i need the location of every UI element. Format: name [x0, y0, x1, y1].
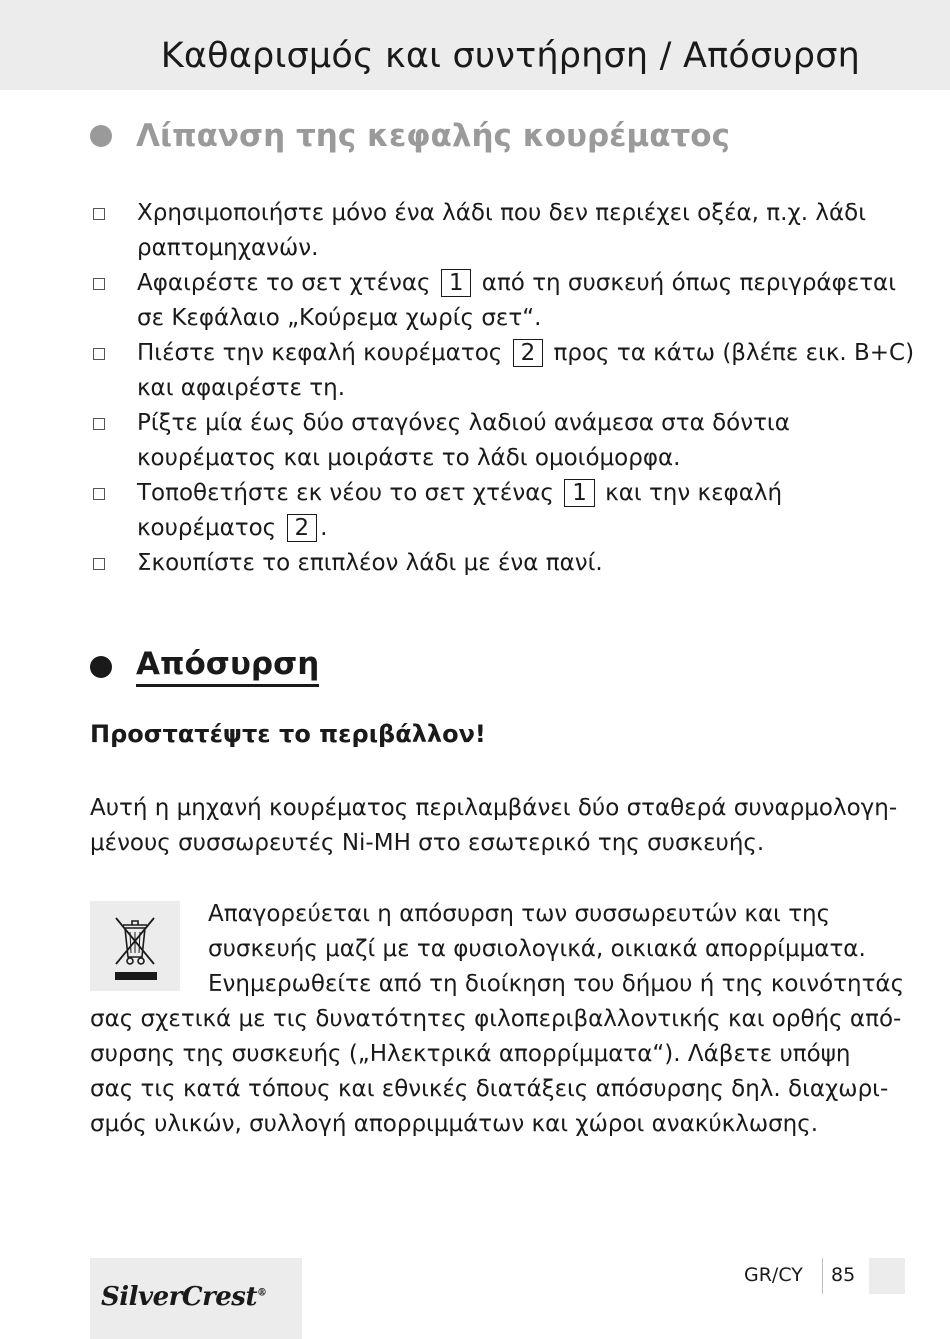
step-item — [90, 336, 915, 406]
step-item — [90, 196, 870, 266]
step-line: κουρέματος και μοιράστε το λάδι ομοιόμορφα. — [137, 445, 681, 471]
disposal-paragraph-top — [208, 897, 905, 1002]
page-header-title: Καθαρισμός και συντήρηση / Απόσυρση — [160, 36, 860, 76]
footer-divider — [822, 1258, 823, 1294]
section-heading-lubrication — [90, 118, 730, 154]
crossed-out-wheelie-bin-icon — [90, 901, 180, 991]
step-line — [137, 266, 896, 301]
part-reference: 2 — [287, 514, 318, 542]
checkbox-icon — [93, 558, 105, 570]
part-reference: 1 — [441, 269, 472, 297]
checkbox-icon — [93, 418, 105, 430]
step-line: ραπτομηχανών. — [137, 235, 319, 261]
checkbox-icon — [93, 348, 105, 360]
brand-name: SilverCrest — [101, 1282, 257, 1312]
step-text-a: κουρέματος — [137, 515, 277, 541]
step-line — [137, 336, 914, 371]
footer-tab-marker — [869, 1258, 905, 1294]
disposal-paragraph-bottom — [90, 1002, 902, 1142]
paragraph-line: συσκευής μαζί με τα φυσιολογικά, οικιακά απορρίμματα. — [208, 936, 866, 962]
footer-language: GR/CY — [744, 1264, 803, 1286]
page-number: 85 — [831, 1264, 856, 1286]
step-line: Σκουπίστε το επιπλέον λάδι με ένα πανί. — [137, 550, 603, 576]
paragraph-line: Απαγορεύεται η απόσυρση των συσσωρευτών και της — [208, 901, 831, 927]
paragraph-line: συρσης της συσκευής („Ηλεκτρικά απορρίμματα“). Λάβετε υπόψη — [90, 1041, 851, 1067]
brand-logo — [101, 1282, 266, 1312]
step-text-a: Τοποθετήστε εκ νέου το σετ χτένας — [137, 480, 554, 506]
paragraph-line: Αυτή η μηχανή κουρέματος περιλαμβάνει δύο σταθερά συναρμολογη- — [90, 795, 898, 821]
battery-paragraph — [90, 791, 898, 861]
step-item — [90, 546, 870, 581]
paragraph-line: σας τις κατά τόπους και εθνικές διατάξεις απόσυρσης δηλ. διαχωρι- — [90, 1076, 889, 1102]
lubrication-steps — [90, 196, 915, 581]
lubrication-heading: Λίπανση της κεφαλής κουρέματος — [136, 118, 730, 154]
step-text-a: Αφαιρέστε το σετ χτένας — [137, 270, 431, 296]
disposal-heading: Απόσυρση — [136, 646, 319, 687]
step-item — [90, 266, 896, 336]
step-text-b: προς τα κάτω (βλέπε εικ. B+C) — [553, 340, 915, 366]
step-text-a: Πιέστε την κεφαλή κουρέματος — [137, 340, 503, 366]
step-item — [90, 406, 870, 476]
step-line: Χρησιμοποιήστε μόνο ένα λάδι που δεν περιέχει οξέα, π.χ. λάδι — [137, 200, 866, 226]
step-text-b: από τη συσκευή όπως περιγράφεται — [481, 270, 896, 296]
weee-symbol-icon — [90, 901, 180, 991]
section-bullet-icon — [90, 125, 112, 147]
step-line — [137, 476, 870, 511]
step-line — [137, 511, 870, 546]
paragraph-line: μένους συσσωρευτές Ni-MH στο εσωτερικό της συσκευής. — [90, 830, 765, 856]
checkbox-icon — [93, 488, 105, 500]
checkbox-icon — [93, 208, 105, 220]
step-text-b: και την κεφαλή — [605, 480, 783, 506]
step-line: και αφαιρέστε τη. — [137, 375, 346, 401]
environment-subheading: Προστατέψτε το περιβάλλον! — [90, 720, 486, 748]
step-text-b: . — [320, 515, 328, 541]
part-reference: 2 — [513, 339, 544, 367]
section-heading-disposal — [90, 646, 319, 687]
paragraph-line: σας σχετικά με τις δυνατότητες φιλοπεριβαλλοντικής και ορθής από- — [90, 1006, 902, 1032]
step-line: Ρίξτε μία έως δύο σταγόνες λαδιού ανάμεσα στα δόντια — [137, 410, 790, 436]
part-reference: 1 — [564, 479, 595, 507]
checkbox-icon — [93, 278, 105, 290]
step-line: σε Κεφάλαιο „Κούρεμα χωρίς σετ“. — [137, 305, 542, 331]
step-item — [90, 476, 870, 546]
section-bullet-icon — [90, 656, 112, 678]
paragraph-line: Ενημερωθείτε από τη διοίκηση του δήμου ή της κοινότητάς — [208, 971, 905, 997]
paragraph-line: σμός υλικών, συλλογή απορριμμάτων και χώροι ανακύκλωσης. — [90, 1111, 819, 1137]
brand-registered-mark: ® — [256, 1287, 267, 1299]
